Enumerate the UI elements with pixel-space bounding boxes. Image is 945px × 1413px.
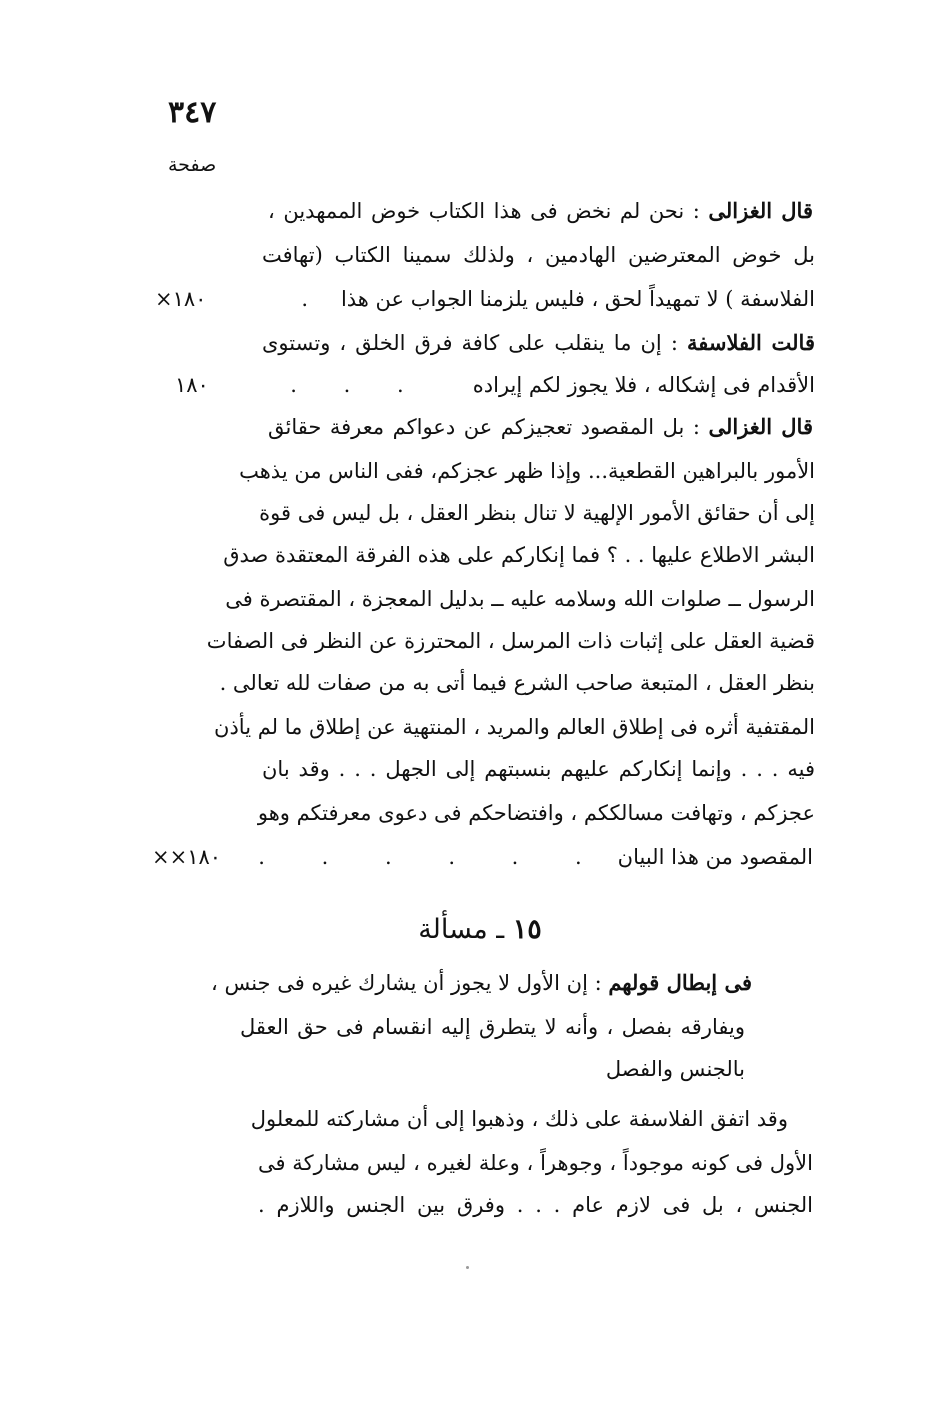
- block1-text-1: : نحن لم نخض فى هذا الكتاب خوض الممهدين ،: [268, 199, 709, 223]
- block5-line-2: الأول فى كونه موجوداً ، وجوهراً ، وعلة لغيره ، ليس مشاركة فى: [258, 1151, 813, 1175]
- print-speck: [466, 1266, 469, 1269]
- block5-line-1: وقد اتفق الفلاسفة على ذلك ، وذهبوا إلى أن مشاركته للمعلول: [250, 1107, 788, 1131]
- block3-line-2: الأمور بالبراهين القطعية... وإذا ظهر عجزكم، ففى الناس من يذهب: [239, 459, 815, 483]
- block1-speaker: قال الغزالى: [708, 198, 813, 223]
- block3-line-6: قضية العقل على إثبات ذات المرسل ، المحترزة عن النظر فى الصفات: [206, 629, 815, 653]
- block2-leader-dots: . . .: [290, 373, 404, 397]
- block2-text-1: : إن ما ينقلب على كافة فرق الخلق ، وتستوى: [262, 331, 687, 355]
- block3-line-5: الرسول ــ صلوات الله وسلامه عليه ــ بدليل المعجزة ، المقتصرة فى: [225, 587, 815, 611]
- block1-line-1: [268, 196, 813, 226]
- block3-line-3: إلى أن حقائق الأمور الإلهية لا تنال بنظر العقل ، بل ليس فى قوة: [259, 501, 815, 525]
- block1-line-2: بل خوض المعترضين الهادمين ، ولذلك سمينا الكتاب (تهافت: [262, 243, 815, 267]
- section-number: ١٥: [512, 914, 542, 945]
- page-number: ٣٤٧: [168, 95, 217, 130]
- page-label: صفحة: [168, 154, 217, 176]
- block3-line-9: فيه . . . وإنما إنكاركم عليهم بنسبتهم إلى الجهل . . . وقد بان: [262, 757, 815, 781]
- block3-line-8: المقتفية أثره فى إطلاق العالم والمريد ، المنتهية عن إطلاق ما لم يأذن: [214, 715, 815, 739]
- block2-line-1: [262, 328, 815, 358]
- block4-text-1: : إن الأول لا يجوز أن يشارك غيره فى جنس ،: [210, 971, 609, 995]
- block3-line-7: بنظر العقل ، المتبعة صاحب الشرع فيما أتى به من صفات لله تعالى .: [219, 671, 815, 695]
- section-heading: [300, 912, 660, 948]
- block3-text-1: : بل المقصود تعجيزكم عن دعواكم معرفة حقائق: [268, 415, 709, 439]
- block4-line-1: [210, 968, 752, 998]
- block4-line-2: ويفارقه بفصل ، وأنه لا يتطرق إليه انقسام فى حق العقل: [240, 1015, 745, 1039]
- block4-speaker: فى إبطال قولهم: [608, 970, 752, 995]
- block3-line-11: المقصود من هذا البيان: [617, 845, 813, 869]
- block2-ref: ١٨٠: [175, 373, 209, 397]
- block3-line-1: [268, 412, 813, 442]
- block2-speaker: قالت الفلاسفة: [686, 330, 815, 355]
- block2-line-2: الأقدام فى إشكاله ، فلا يجوز لكم إيراده: [472, 373, 815, 397]
- section-dash: ـ: [487, 914, 505, 945]
- block3-ref: ١٨٠××: [152, 845, 222, 869]
- block1-ref: ١٨٠×: [155, 287, 207, 311]
- block4-line-3: بالجنس والفصل: [605, 1057, 745, 1081]
- block3-leader-dots: . . . . . .: [258, 845, 582, 869]
- block3-line-4: البشر الاطلاع عليها . . ؟ فما إنكاركم على هذه الفرقة المعتقدة صدق: [223, 543, 815, 567]
- section-title: مسألة: [418, 914, 488, 945]
- block1-line-3: الفلاسفة ) لا تمهيداً لحق ، فليس يلزمنا الجواب عن هذا: [340, 287, 815, 311]
- block5-line-3: الجنس ، بل فى لازم عام . . . وفرق بين الجنس واللازم .: [258, 1193, 813, 1217]
- block1-leader-dots: .: [301, 287, 308, 311]
- block3-line-10: عجزكم ، وتهافت مسالككم ، وافتضاحكم فى دعوى معرفتكم وهو: [257, 801, 815, 825]
- block3-speaker: قال الغزالى: [708, 414, 813, 439]
